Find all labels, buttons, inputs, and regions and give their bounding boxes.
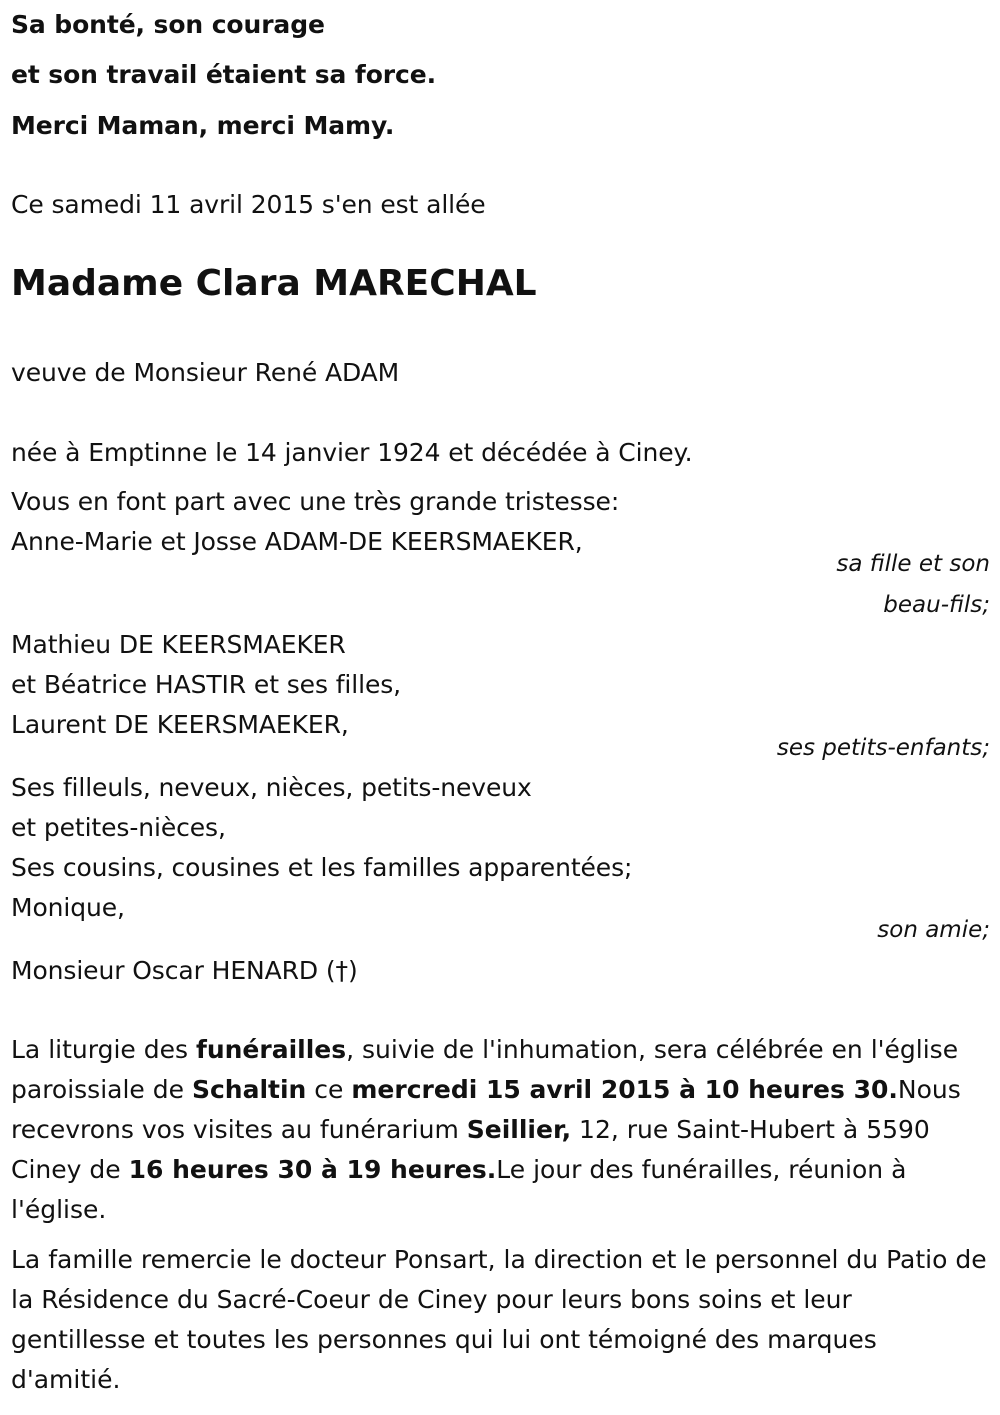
grandchildren-role: ses petits-enfants; [776,735,990,761]
quote-line-2: et son travail étaient sa force. [11,60,436,89]
family-intro: Vous en font part avec une très grande tristesse: [11,487,620,516]
funeral-bold-2: Schaltin [191,1075,307,1104]
funeral-bold-3: mercredi 15 avril 2015 à 10 heures 30. [351,1075,898,1104]
quote-line-3: Merci Maman, merci Mamy. [11,111,395,140]
grandchild-1-partner: et Béatrice HASTIR et ses filles, [11,670,402,699]
cousins-line: Ses cousins, cousines et les familles apparentées; [11,853,633,882]
relatives-line-2: et petites-nièces, [11,813,226,842]
funeral-bold-5: 16 heures 30 à 19 heures. [128,1155,497,1184]
grandchild-1: Mathieu DE KEERSMAEKER [11,630,346,659]
funeral-text-6: Le jour des funérailles, réunion à l'église. [11,1155,907,1224]
companion-line: Monsieur Oscar HENARD (†) [11,956,358,985]
funeral-bold-1: funérailles [195,1035,347,1064]
death-intro: Ce samedi 11 avril 2015 s'en est allée [11,190,486,219]
birth-death-info: née à Emptinne le 14 janvier 1924 et décédée à Ciney. [11,438,693,467]
daughter-role-line-2: beau-fils; [883,592,990,618]
relatives-line-1: Ses filleuls, neveux, nièces, petits-neveux [11,773,532,802]
funeral-text-1: La liturgie des [11,1035,196,1064]
friend-role: son amie; [877,917,990,943]
friend-name: Monique, [11,893,125,922]
grandchild-2: Laurent DE KEERSMAEKER, [11,710,349,739]
funeral-paragraph [11,1030,991,1230]
funeral-text-5: 12, rue Saint-Hubert à 5590 Ciney de [11,1115,930,1184]
thanks-paragraph: La famille remercie le docteur Ponsart, la direction et le personnel du Patio de la Résidence du Sacré-Coeur de Ciney pour leurs bons soins et leur gentillesse et toutes les personnes qui lui ont témoigné des marques d'amitié. [11,1245,987,1394]
deceased-name: Madame Clara MARECHAL [11,263,537,304]
funeral-bold-4: Seillier, [466,1115,572,1144]
funeral-text-2: , suivie de l'inhumation, sera célébrée en l'église paroissiale de [11,1035,959,1104]
quote-line-1: Sa bonté, son courage [11,10,325,39]
widow-of: veuve de Monsieur René ADAM [11,358,400,387]
funeral-text-4: Nous recevrons vos visites au funérarium [11,1075,961,1144]
daughter-names: Anne-Marie et Josse ADAM-DE KEERSMAEKER, [11,527,583,556]
funeral-text-3: ce [306,1075,352,1104]
daughter-role-line-1: sa fille et son [836,551,990,577]
